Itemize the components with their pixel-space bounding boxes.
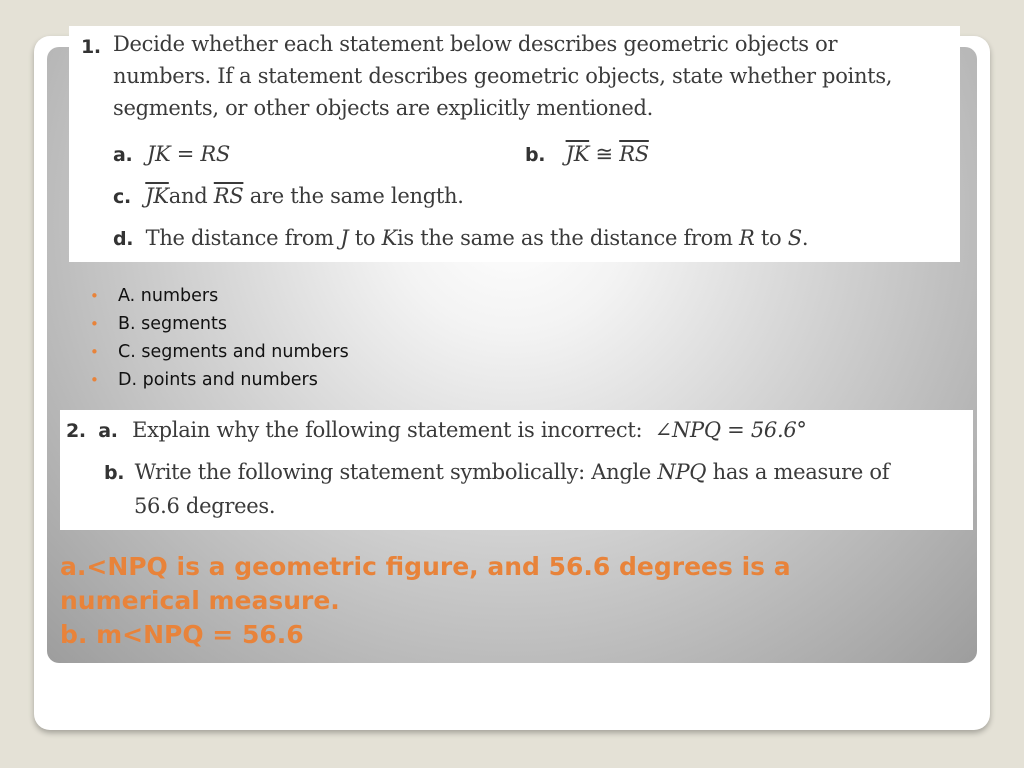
part-a-label: a.	[113, 144, 133, 166]
problem-1-box	[69, 26, 960, 262]
problem-2-part-a-text: Explain why the following statement is incorrect:	[132, 418, 643, 442]
problem-2-part-b-line-2: 56.6 degrees.	[134, 494, 276, 518]
part-b-label: b.	[525, 144, 546, 166]
solution-line-1: a.<NPQ is a geometric figure, and 56.6 degrees is a	[60, 552, 791, 581]
part-d-var-4: S	[787, 226, 802, 250]
problem-2-number: 2.	[66, 420, 86, 442]
problem-2-part-b-text-2: has a measure of	[712, 460, 890, 484]
problem-2-part-b	[104, 460, 889, 484]
part-d-text-2: to	[354, 226, 376, 250]
problem-2-part-a	[66, 418, 807, 442]
part-c-rest: are the same length.	[249, 184, 464, 208]
answer-item	[90, 340, 349, 368]
answer-text: D. points and numbers	[118, 370, 318, 390]
part-c-segment-1: $\overline{JK}$	[145, 184, 169, 208]
part-d-text-4: to	[760, 226, 782, 250]
problem-2-part-b-label: b.	[104, 462, 125, 484]
problem-2-part-a-label: a.	[98, 420, 118, 442]
congruent-symbol: ≅	[595, 142, 613, 166]
part-d-text-1: The distance from	[145, 226, 334, 250]
part-d-label: d.	[113, 228, 134, 250]
problem-1-stem-line-2: numbers. If a statement describes geometric objects, state whether points,	[113, 64, 893, 88]
problem-2-part-b-var: NPQ	[657, 460, 707, 484]
part-d-var-1: J	[340, 226, 349, 250]
part-c-segment-2: $\overline{RS}$	[213, 184, 244, 208]
answer-item	[90, 368, 349, 396]
problem-1-number: 1.	[81, 36, 101, 58]
problem-2-part-a-expression: ∠NPQ = 56.6°	[654, 418, 807, 442]
problem-1-stem-line-3: segments, or other objects are explicitly mentioned.	[113, 96, 653, 120]
problem-1-part-a	[113, 142, 230, 166]
problem-1-part-d	[113, 226, 808, 250]
part-b-segment-left: $\overline{JK}$	[565, 142, 590, 166]
bullet-icon: •	[90, 371, 99, 389]
part-d-text-3: is the same as the distance from	[396, 226, 733, 250]
problem-1-part-b	[525, 142, 649, 166]
part-a-expression: JK = RS	[146, 142, 230, 166]
solution-line-2: numerical measure.	[60, 586, 340, 615]
answer-text: C. segments and numbers	[118, 342, 349, 362]
problem-1-part-c	[113, 184, 464, 208]
part-d-text-5: .	[801, 226, 809, 250]
problem-1-stem-line-1: Decide whether each statement below describes geometric objects or	[113, 32, 838, 56]
solution-text	[60, 550, 791, 652]
answer-item	[90, 284, 349, 312]
part-d-var-2: K	[381, 226, 397, 250]
bullet-icon: •	[90, 343, 99, 361]
bullet-icon: •	[90, 287, 99, 305]
bullet-icon: •	[90, 315, 99, 333]
solution-line-3: b. m<NPQ = 56.6	[60, 620, 304, 649]
part-c-label: c.	[113, 186, 131, 208]
part-b-segment-right: $\overline{RS}$	[619, 142, 649, 166]
answer-list	[90, 284, 349, 396]
answer-text: A. numbers	[118, 286, 219, 306]
problem-2-part-b-text-1: Write the following statement symbolically: Angle	[134, 460, 652, 484]
problem-2-box	[60, 410, 973, 530]
part-d-var-3: R	[739, 226, 755, 250]
part-c-and: and	[168, 184, 208, 208]
answer-text: B. segments	[118, 314, 228, 334]
answer-item	[90, 312, 349, 340]
